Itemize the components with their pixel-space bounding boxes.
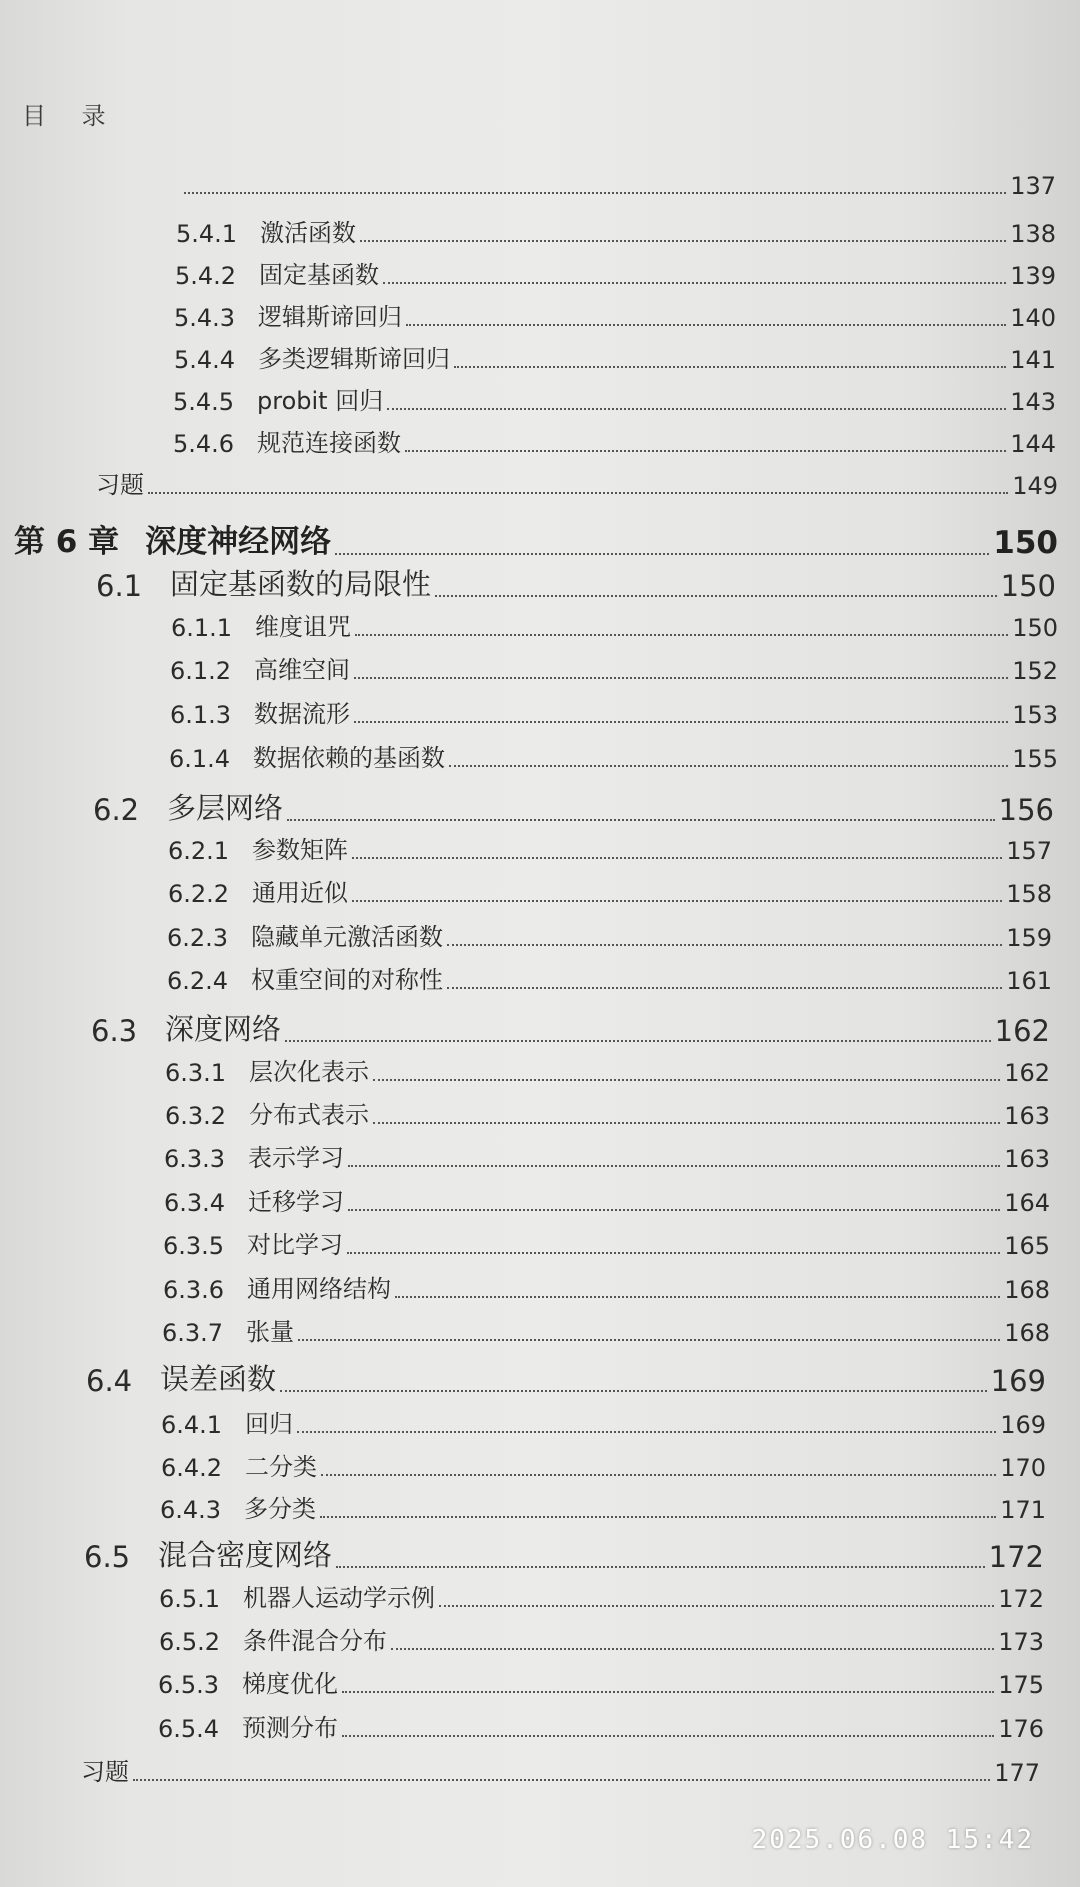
dot-leader xyxy=(348,1209,1000,1211)
toc-title: 预测分布 xyxy=(242,1714,338,1742)
toc-page-number: 170 xyxy=(1000,1454,1046,1482)
toc-number: 6.3.3 xyxy=(164,1145,226,1173)
toc-title: 条件混合分布 xyxy=(243,1627,387,1655)
dot-leader xyxy=(342,1735,994,1737)
toc-number: 6.1.2 xyxy=(170,657,232,685)
dot-leader xyxy=(320,1516,996,1518)
toc-title: 维度诅咒 xyxy=(255,613,351,641)
toc-subsection xyxy=(167,960,1052,995)
toc-number: 6.1.1 xyxy=(171,614,233,642)
toc-title: 隐藏单元激活函数 xyxy=(251,923,443,951)
dot-leader xyxy=(348,1165,1000,1167)
toc-number: 5.4.5 xyxy=(173,388,235,416)
toc-page-number: 165 xyxy=(1004,1232,1050,1260)
toc-number: 6.3.1 xyxy=(165,1059,227,1087)
toc-number: 6.4.1 xyxy=(161,1411,223,1439)
toc-subsection xyxy=(163,1269,1050,1304)
dot-leader xyxy=(406,324,1006,326)
toc-title: 通用近似 xyxy=(252,879,348,907)
toc-section xyxy=(86,1357,1046,1398)
dot-leader xyxy=(298,1339,1000,1341)
dot-leader xyxy=(321,1474,996,1476)
toc-number: 6.2.4 xyxy=(167,967,229,995)
toc-number: 5.4.2 xyxy=(175,262,237,290)
dot-leader xyxy=(360,240,1006,242)
toc-page-number: 149 xyxy=(1012,472,1058,500)
toc-number: 6.3.4 xyxy=(164,1189,226,1217)
toc-subsection xyxy=(180,172,1056,200)
toc-title: 回归 xyxy=(245,1410,293,1438)
toc-subsection xyxy=(159,1621,1044,1656)
toc-subsection xyxy=(164,1182,1050,1217)
toc-subsection xyxy=(170,650,1058,685)
toc-subsection xyxy=(173,381,1056,416)
toc-title: 固定基函数的局限性 xyxy=(170,567,432,601)
toc-title: 逻辑斯谛回归 xyxy=(258,303,402,331)
toc-number: 6.2 xyxy=(93,793,140,827)
toc-subsection xyxy=(158,1664,1044,1699)
toc-title: 习题 xyxy=(81,1758,129,1786)
dot-leader xyxy=(280,1390,987,1392)
dot-leader xyxy=(373,1122,1000,1124)
toc-number: 5.4.6 xyxy=(173,430,235,458)
toc-page-number: 152 xyxy=(1012,657,1058,685)
toc-page-number: 150 xyxy=(1012,614,1058,642)
toc-subsection xyxy=(168,873,1052,908)
toc-page-number: 141 xyxy=(1010,346,1056,374)
toc-number: 6.2.3 xyxy=(167,924,229,952)
toc-number: 6.3.5 xyxy=(163,1232,225,1260)
toc-subsection xyxy=(174,339,1056,374)
toc-page-number: 169 xyxy=(1000,1411,1046,1439)
toc-subsection xyxy=(164,1138,1050,1173)
toc-subsection xyxy=(175,255,1056,290)
toc-subsection xyxy=(159,1578,1044,1613)
dot-leader xyxy=(336,1566,985,1568)
toc-page-number: 164 xyxy=(1004,1189,1050,1217)
toc-page-number: 143 xyxy=(1010,388,1056,416)
toc-title: 习题 xyxy=(96,471,144,499)
toc-number: 6.5 xyxy=(84,1540,131,1574)
dot-leader xyxy=(449,765,1008,767)
toc-title: 高维空间 xyxy=(254,656,350,684)
toc-subsection xyxy=(160,1489,1046,1524)
toc-page-number: 163 xyxy=(1004,1102,1050,1130)
dot-leader xyxy=(335,553,989,555)
toc-section xyxy=(91,1007,1050,1048)
toc-page-number: 153 xyxy=(1012,701,1058,729)
toc-subsection xyxy=(162,1312,1050,1347)
toc-title: 误差函数 xyxy=(160,1362,277,1396)
toc-page-number: 172 xyxy=(998,1585,1044,1613)
toc-page-number: 157 xyxy=(1006,837,1052,865)
toc-subsection xyxy=(163,1225,1050,1260)
page-header: 目 录 xyxy=(22,102,120,130)
toc-number: 第 6 章 xyxy=(14,524,120,560)
dot-leader xyxy=(352,857,1002,859)
toc-subsection xyxy=(158,1708,1044,1743)
toc-subsection xyxy=(170,694,1058,729)
toc-title: 深度神经网络 xyxy=(145,524,332,560)
toc-title: 参数矩阵 xyxy=(252,836,348,864)
toc-page-number: 168 xyxy=(1004,1319,1050,1347)
toc-subsection xyxy=(165,1052,1050,1087)
toc-number: 6.2.1 xyxy=(168,837,230,865)
toc-page-number: 161 xyxy=(1006,967,1052,995)
toc-page-number: 173 xyxy=(998,1628,1044,1656)
toc-page-number: 144 xyxy=(1010,430,1056,458)
toc-title: 数据依赖的基函数 xyxy=(253,744,445,772)
toc-title: 层次化表示 xyxy=(249,1058,369,1086)
toc-title: probit 回归 xyxy=(257,387,384,415)
toc-page-number: 171 xyxy=(1000,1496,1046,1524)
dot-leader xyxy=(133,1779,990,1781)
toc-number: 6.3.6 xyxy=(163,1276,225,1304)
toc-number: 5.4.1 xyxy=(176,220,238,248)
toc-number: 5.4.4 xyxy=(174,346,236,374)
toc-subsection xyxy=(168,830,1052,865)
toc-number: 6.3.2 xyxy=(165,1102,227,1130)
toc-title: 固定基函数 xyxy=(259,261,379,289)
toc-number: 6.5.1 xyxy=(159,1585,221,1613)
toc-title: 梯度优化 xyxy=(242,1670,338,1698)
dot-leader xyxy=(405,450,1006,452)
toc-chapter xyxy=(14,516,1058,561)
toc-page-number: 159 xyxy=(1006,924,1052,952)
dot-leader xyxy=(184,192,1006,194)
toc-page-number: 175 xyxy=(998,1671,1044,1699)
dot-leader xyxy=(148,492,1008,494)
dot-leader xyxy=(387,408,1006,410)
toc-section xyxy=(96,562,1056,603)
toc-page-number: 172 xyxy=(988,1540,1044,1574)
toc-section xyxy=(84,1533,1044,1574)
toc-subsection xyxy=(171,607,1058,642)
toc-page-number: 163 xyxy=(1004,1145,1050,1173)
toc-title: 规范连接函数 xyxy=(257,429,401,457)
dot-leader xyxy=(354,721,1008,723)
dot-leader xyxy=(285,1040,991,1042)
toc-page-number: 156 xyxy=(998,793,1054,827)
toc-number: 6.4 xyxy=(86,1364,133,1398)
toc-number: 6.1.3 xyxy=(170,701,232,729)
toc-title: 激活函数 xyxy=(260,219,356,247)
toc-title: 分布式表示 xyxy=(249,1101,369,1129)
dot-leader xyxy=(395,1296,1000,1298)
toc-title: 多层网络 xyxy=(167,791,284,825)
toc-page-number: 155 xyxy=(1012,745,1058,773)
toc-title: 权重空间的对称性 xyxy=(251,966,443,994)
timestamp-watermark: 2025.06.08 15:42 xyxy=(751,1825,1034,1855)
toc-exercises xyxy=(96,465,1058,500)
dot-leader xyxy=(354,677,1008,679)
toc-page-number: 150 xyxy=(1000,569,1056,603)
dot-leader xyxy=(342,1691,994,1693)
toc-page-number: 139 xyxy=(1010,262,1056,290)
toc-number: 5.4.3 xyxy=(174,304,236,332)
toc-number: 6.3 xyxy=(91,1014,138,1048)
toc-number: 6.4.3 xyxy=(160,1496,222,1524)
toc-page-number: 140 xyxy=(1010,304,1056,332)
toc-number: 6.3.7 xyxy=(162,1319,224,1347)
toc-title: 二分类 xyxy=(245,1453,317,1481)
toc-number: 6.1 xyxy=(96,569,143,603)
toc-title: 表示学习 xyxy=(248,1144,344,1172)
dot-leader xyxy=(447,987,1002,989)
toc-title: 通用网络结构 xyxy=(247,1275,391,1303)
toc-page-number: 150 xyxy=(993,525,1058,561)
toc-subsection xyxy=(165,1095,1050,1130)
dot-leader xyxy=(373,1079,1000,1081)
toc-page-number: 162 xyxy=(1004,1059,1050,1087)
toc-title: 多类逻辑斯谛回归 xyxy=(258,345,450,373)
toc-number: 6.5.3 xyxy=(158,1671,220,1699)
toc-subsection xyxy=(176,213,1056,248)
toc-page-number: 176 xyxy=(998,1715,1044,1743)
toc-title: 混合密度网络 xyxy=(158,1538,333,1572)
toc-page-number: 169 xyxy=(990,1364,1046,1398)
toc-subsection xyxy=(174,297,1056,332)
toc-subsection xyxy=(173,423,1056,458)
toc-exercises xyxy=(81,1752,1040,1787)
toc-number: 6.4.2 xyxy=(161,1454,223,1482)
toc-subsection xyxy=(161,1447,1046,1482)
toc-page-number: 168 xyxy=(1004,1276,1050,1304)
toc-title: 深度网络 xyxy=(165,1012,282,1046)
dot-leader xyxy=(355,634,1008,636)
toc-page-number: 177 xyxy=(994,1759,1040,1787)
toc-subsection xyxy=(169,738,1058,773)
dot-leader xyxy=(439,1605,994,1607)
toc-page-number: 158 xyxy=(1006,880,1052,908)
dot-leader xyxy=(454,366,1006,368)
toc-page-number: 137 xyxy=(1010,172,1056,200)
toc-page-number: 162 xyxy=(994,1014,1050,1048)
toc-subsection xyxy=(167,917,1052,952)
dot-leader xyxy=(435,595,997,597)
toc-number: 6.1.4 xyxy=(169,745,231,773)
toc-title: 对比学习 xyxy=(247,1231,343,1259)
toc-number: 6.2.2 xyxy=(168,880,230,908)
toc-title: 数据流形 xyxy=(254,700,350,728)
toc-page-number: 138 xyxy=(1010,220,1056,248)
dot-leader xyxy=(383,282,1006,284)
dot-leader xyxy=(287,819,995,821)
toc-subsection xyxy=(161,1404,1046,1439)
toc-section xyxy=(93,786,1054,827)
dot-leader xyxy=(352,900,1002,902)
dot-leader xyxy=(297,1431,996,1433)
toc-number: 6.5.4 xyxy=(158,1715,220,1743)
toc-title: 多分类 xyxy=(244,1495,316,1523)
toc-title: 迁移学习 xyxy=(248,1188,344,1216)
toc-number: 6.5.2 xyxy=(159,1628,221,1656)
dot-leader xyxy=(391,1648,994,1650)
dot-leader xyxy=(347,1252,1000,1254)
toc-title: 机器人运动学示例 xyxy=(243,1584,435,1612)
toc-title: 张量 xyxy=(246,1318,294,1346)
dot-leader xyxy=(447,944,1002,946)
